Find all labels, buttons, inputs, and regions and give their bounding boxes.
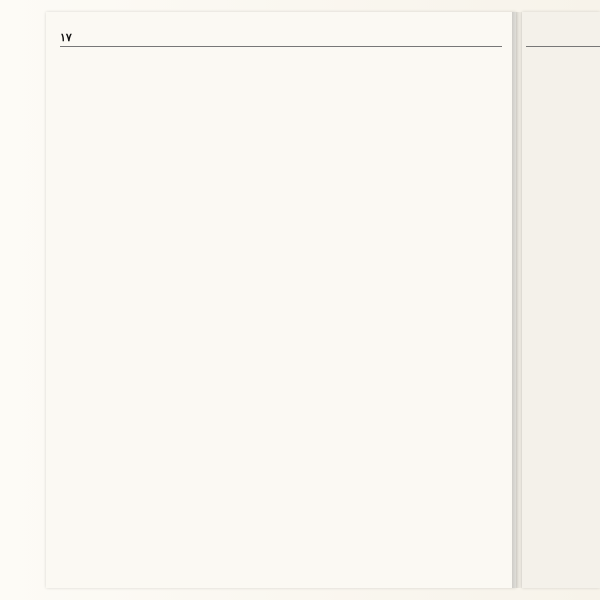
page-header	[60, 28, 502, 47]
right-page-body	[526, 52, 600, 580]
right-page-header	[526, 28, 600, 47]
right-page	[522, 12, 600, 588]
left-page	[46, 12, 516, 588]
page-number: ١٧	[60, 30, 72, 44]
page-body	[60, 52, 502, 580]
